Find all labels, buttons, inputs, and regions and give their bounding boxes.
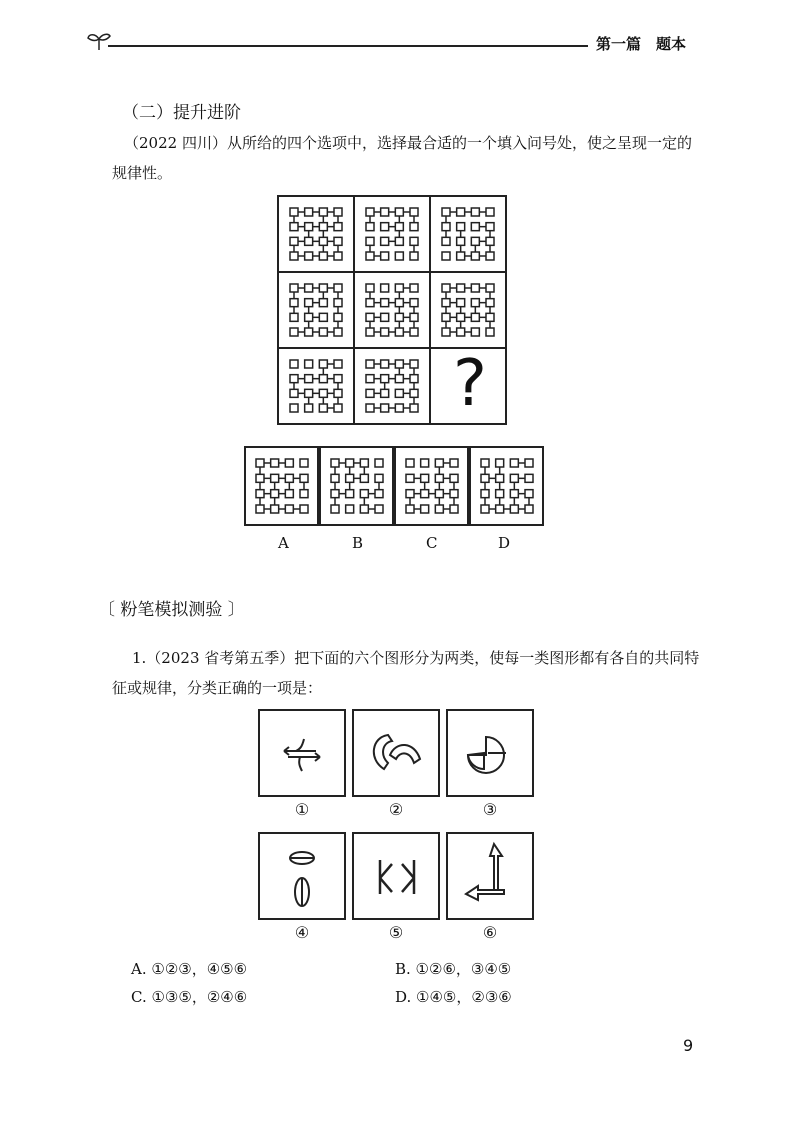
option-cell — [469, 446, 544, 526]
figure-2 — [352, 709, 440, 797]
puzzle-cell — [353, 271, 431, 349]
option-label-d: D — [498, 534, 511, 552]
option-cell — [319, 446, 394, 526]
mock-test-title: 〔 粉笔模拟测验 〕 — [98, 600, 245, 620]
question-text: （2022 四川）从所给的四个选项中，选择最合适的一个填入问号处，使之呈现一定的规律性。 — [112, 134, 692, 182]
answer-option-c: C. ①③⑤，②④⑥ — [131, 988, 248, 1006]
answer-option-b: B. ①②⑥，③④⑤ — [395, 960, 512, 978]
sprout-icon — [86, 30, 112, 52]
figure-4 — [258, 832, 346, 920]
chapter-header: 第一篇 题本 — [596, 35, 687, 53]
figure-6 — [446, 832, 534, 920]
puzzle-cell — [277, 271, 355, 349]
puzzle-cell — [429, 195, 507, 273]
option-cell — [244, 446, 319, 526]
figure-number-6: ⑥ — [482, 923, 498, 942]
option-label-a: A — [278, 534, 289, 552]
puzzle-cell — [353, 347, 431, 425]
figure-number-1: ① — [294, 800, 310, 819]
option-cell — [394, 446, 469, 526]
answer-option-a: A. ①②③，④⑤⑥ — [131, 960, 248, 978]
header-rule — [108, 45, 588, 47]
option-label-c: C — [426, 534, 438, 552]
answer-option-d: D. ①④⑤，②③⑥ — [395, 988, 512, 1006]
puzzle-cell — [353, 195, 431, 273]
puzzle-cell — [429, 271, 507, 349]
puzzle-cell — [277, 195, 355, 273]
puzzle-cell — [277, 347, 355, 425]
question-mark: ? — [453, 347, 487, 421]
figure-number-4: ④ — [294, 923, 310, 942]
page-number: 9 — [683, 1036, 694, 1055]
figure-number-5: ⑤ — [388, 923, 404, 942]
section-title: （二）提升进阶 — [122, 103, 241, 123]
mock-question-text: 1.（2023 省考第五季）把下面的六个图形分为两类，使每一类图形都有各自的共同特征或规律，分类正确的一项是： — [112, 649, 700, 697]
figure-5 — [352, 832, 440, 920]
figure-number-3: ③ — [482, 800, 498, 819]
figure-number-2: ② — [388, 800, 404, 819]
option-label-b: B — [352, 534, 364, 552]
figure-3 — [446, 709, 534, 797]
figure-1 — [258, 709, 346, 797]
